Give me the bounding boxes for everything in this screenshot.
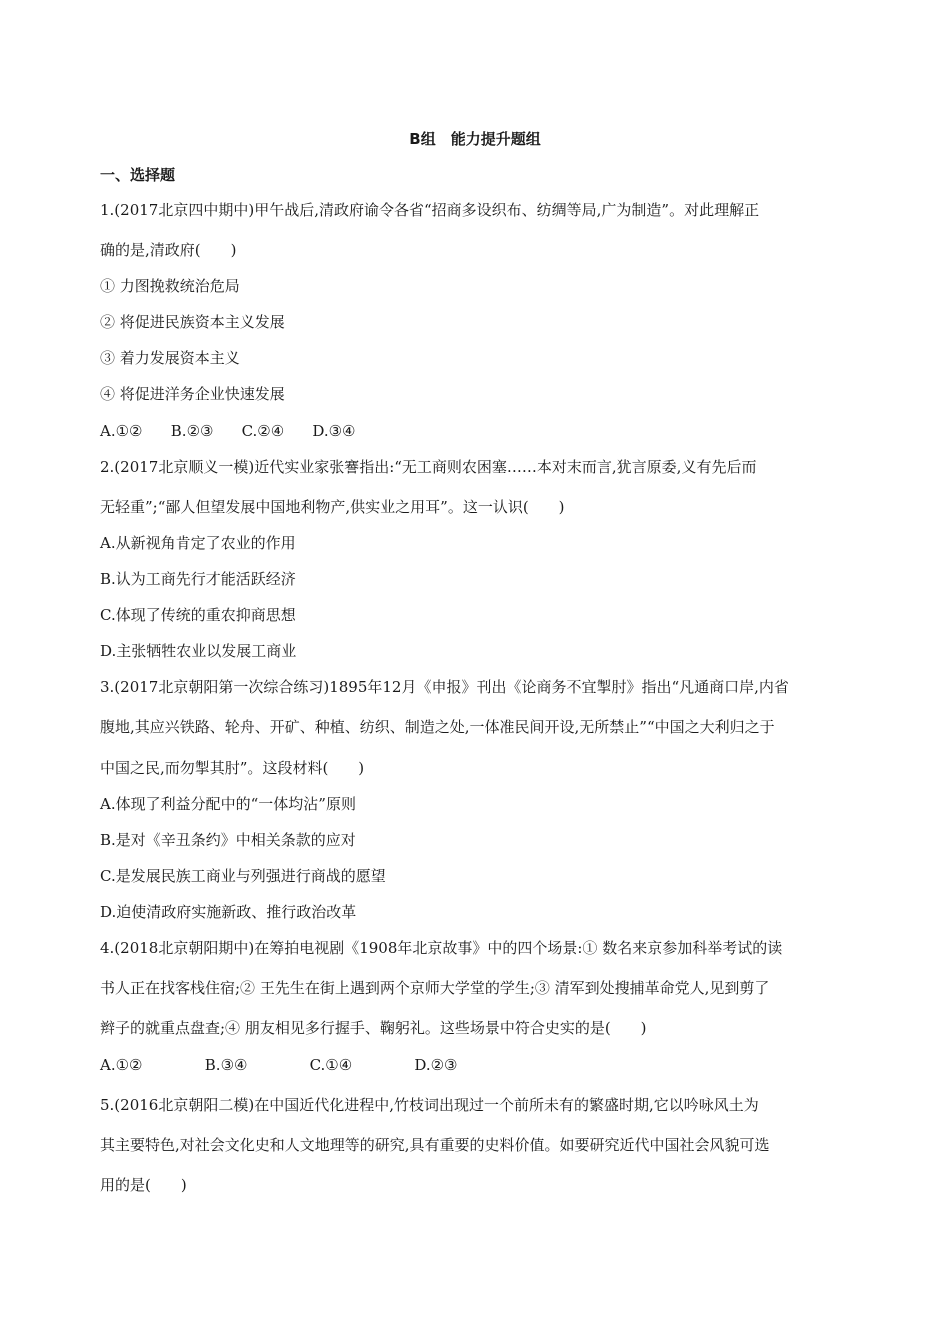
question-1-options <box>100 421 356 441</box>
question-2-option-a[interactable]: A.从新视角肯定了农业的作用 <box>100 534 296 552</box>
question-4-stem-line-1: 4.(2018北京朝阳期中)在筹拍电视剧《1908年北京故事》中的四个场景:① 数名来京参加科举考试的读 <box>100 939 783 957</box>
question-1-item-1: ① 力图挽救统治危局 <box>100 277 240 295</box>
question-4-option-d[interactable]: D.②③ <box>414 1056 458 1074</box>
question-1-item-2: ② 将促进民族资本主义发展 <box>100 313 285 331</box>
question-3-stem-line-3: 中国之民,而勿掣其肘”。这段材料( ) <box>100 759 365 777</box>
question-2-option-d[interactable]: D.主张牺牲农业以发展工商业 <box>100 642 297 660</box>
question-1-option-a[interactable]: A.①② <box>100 422 143 440</box>
question-2-option-c[interactable]: C.体现了传统的重农抑商思想 <box>100 606 296 624</box>
question-3-stem-line-2: 腹地,其应兴铁路、轮舟、开矿、种植、纺织、制造之处,一体准民间开设,无所禁止”“中国之大利归之于 <box>100 718 775 736</box>
question-4-option-c[interactable]: C.①④ <box>309 1056 353 1074</box>
question-5-stem-line-3: 用的是( ) <box>100 1176 187 1194</box>
question-4-option-b[interactable]: B.③④ <box>204 1056 248 1074</box>
question-1-option-b[interactable]: B.②③ <box>170 422 214 440</box>
question-2-stem-line-1: 2.(2017北京顺义一模)近代实业家张謇指出:“无工商则农困塞……本对末而言,犹言原委,义有先后而 <box>100 458 757 476</box>
question-1-option-c[interactable]: C.②④ <box>241 422 285 440</box>
question-4-option-a[interactable]: A.①② <box>100 1056 143 1074</box>
question-1-option-d[interactable]: D.③④ <box>312 422 356 440</box>
section-heading: 一、选择题 <box>100 166 176 184</box>
question-5-stem-line-1: 5.(2016北京朝阳二模)在中国近代化进程中,竹枝词出现过一个前所未有的繁盛时期,它以吟咏风土为 <box>100 1096 759 1114</box>
question-3-option-c[interactable]: C.是发展民族工商业与列强进行商战的愿望 <box>100 867 386 885</box>
page-title: B组 能力提升题组 <box>409 130 541 148</box>
question-3-option-d[interactable]: D.迫使清政府实施新政、推行政治改革 <box>100 903 357 921</box>
question-2-stem-line-2: 无轻重”;“鄙人但望发展中国地利物产,供实业之用耳”。这一认识( ) <box>100 498 565 516</box>
question-3-stem-line-1: 3.(2017北京朝阳第一次综合练习)1895年12月《申报》刊出《论商务不宜掣肘》指出“凡通商口岸,内省 <box>100 678 789 696</box>
question-1-item-3: ③ 着力发展资本主义 <box>100 349 240 367</box>
question-2-option-b[interactable]: B.认为工商先行才能活跃经济 <box>100 570 296 588</box>
question-1-stem-line-2: 确的是,清政府( ) <box>100 241 237 259</box>
question-3-option-a[interactable]: A.体现了利益分配中的“一体均沾”原则 <box>100 795 356 813</box>
question-5-stem-line-2: 其主要特色,对社会文化史和人文地理等的研究,具有重要的史料价值。如要研究近代中国社会风貌可选 <box>100 1136 770 1154</box>
question-4-options <box>100 1055 458 1075</box>
question-1-item-4: ④ 将促进洋务企业快速发展 <box>100 385 285 403</box>
question-4-stem-line-3: 辫子的就重点盘查;④ 朋友相见多行握手、鞠躬礼。这些场景中符合史实的是( ) <box>100 1019 647 1037</box>
question-1-stem-line-1: 1.(2017北京四中期中)甲午战后,清政府谕令各省“招商多设织布、纺绸等局,广为制造”。对此理解正 <box>100 201 760 219</box>
question-3-option-b[interactable]: B.是对《辛丑条约》中相关条款的应对 <box>100 831 356 849</box>
question-4-stem-line-2: 书人正在找客栈住宿;② 王先生在街上遇到两个京师大学堂的学生;③ 清军到处搜捕革命党人,见到剪了 <box>100 979 770 997</box>
